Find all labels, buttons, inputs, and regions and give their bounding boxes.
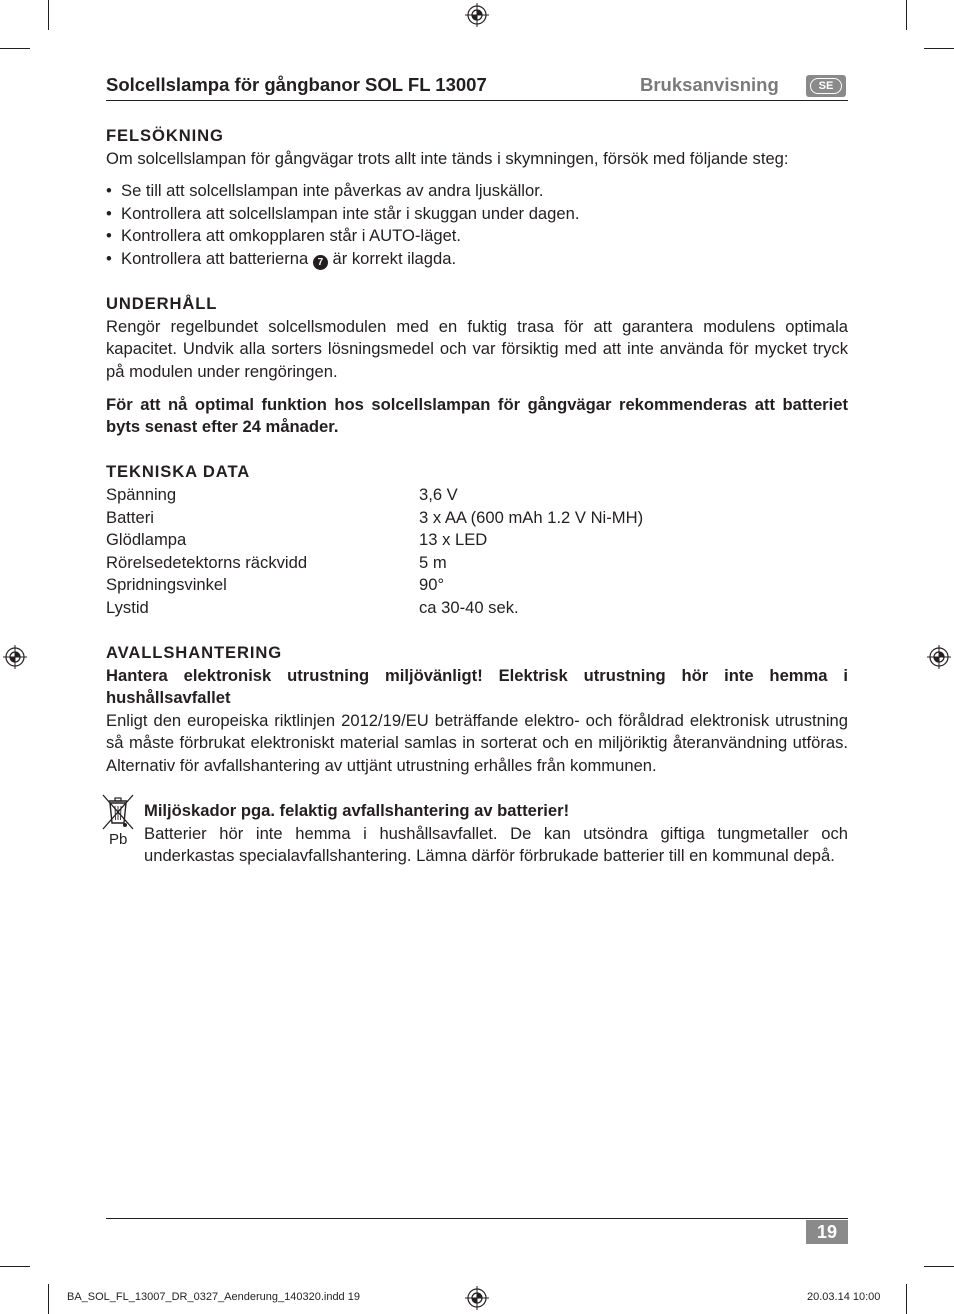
disposal-heading: AVALLSHANTERING [106, 643, 283, 663]
bin-label: Pb [109, 831, 128, 849]
tech-value: 3,6 V [419, 484, 458, 504]
disposal-warning: Hantera elektronisk utrustning miljövänligt! Elektrisk utrustning hör inte hemma i hushållsavfallet [106, 665, 848, 708]
language-badge-label: SE [810, 78, 842, 94]
battery-ref-badge: 7 [313, 255, 328, 270]
crop-mark [48, 0, 49, 30]
tech-label: Batteri [106, 507, 154, 527]
tech-label: Glödlampa [106, 530, 187, 550]
troubleshooting-list [106, 180, 848, 270]
maintenance-heading: UNDERHÅLL [106, 294, 218, 314]
tech-data-row [106, 574, 848, 597]
tech-value: ca 30-40 sek. [419, 597, 519, 617]
tech-data-row [106, 529, 848, 552]
crop-mark [0, 48, 30, 49]
page-number: 19 [806, 1220, 848, 1244]
crop-mark [906, 0, 907, 30]
tech-data-row [106, 552, 848, 575]
page-content [106, 125, 848, 868]
maintenance-text: Rengör regelbundet solcellsmodulen med en fuktig trasa för att garantera modulens optimala kapacitet. Undvik alla sorters lösningsmedel och var försiktig med att inte använda för mycket tryck på modulen under rengöringen. [106, 316, 848, 381]
language-badge [806, 75, 846, 97]
troubleshooting-section [106, 125, 848, 271]
tech-value: 5 m [419, 552, 447, 572]
tech-data-row [106, 597, 848, 620]
tech-value: 3 x AA (600 mAh 1.2 V Ni-MH) [419, 507, 644, 527]
list-item: • Kontrollera att solcellslampan inte står i skuggan under dagen. [106, 203, 848, 226]
disposal-text: Enligt den europeiska riktlinjen 2012/19/EU beträffande elektro- och föråldrad elektronisk utrustning så måste förbrukat elektroniskt material samlas in sorterat och en miljöriktig återanvändning utföras. Alternativ för avfallshantering av uttjänt utrustning erhålles från kommunen. [106, 710, 848, 776]
battery-item-text-end: är korrekt ilagda. [332, 248, 457, 268]
battery-disposal-text: Batterier hör inte hemma i hushållsavfallet. De kan utsöndra giftiga tungmetaller och underkastas specialavfallshantering. Lämna därför förbrukade batterier till en kommunal depå. [144, 823, 848, 866]
tech-label: Spridningsvinkel [106, 575, 227, 595]
maintenance-note: För att nå optimal funktion hos solcellslampan för gångvägar rekommenderas att batteriet byts senast efter 24 månader. [106, 394, 848, 437]
registration-mark-icon [927, 645, 951, 669]
crop-mark [906, 1284, 907, 1314]
tech-label: Rörelsedetektorns räckvidd [106, 552, 308, 572]
tech-data-row [106, 507, 848, 530]
crossed-out-bin-icon [100, 792, 136, 850]
battery-disposal-heading: Miljöskador pga. felaktig avfallshantering av batterier! [144, 801, 570, 821]
footer-rule [106, 1218, 848, 1219]
maintenance-section [106, 293, 848, 439]
troubleshooting-heading: FELSÖKNING [106, 126, 224, 145]
list-item: • Se till att solcellslampan inte påverkas av andra ljuskällor. [106, 180, 848, 203]
disposal-section [106, 642, 848, 868]
crop-mark [48, 1284, 49, 1314]
registration-mark-icon [465, 3, 489, 27]
battery-item-text: Kontrollera att batterierna [121, 248, 309, 268]
battery-disposal-block [106, 800, 848, 868]
tech-value: 13 x LED [419, 530, 488, 550]
header-rule [106, 100, 848, 101]
document-title: Solcellslampa för gångbanor SOL FL 13007 [106, 74, 487, 95]
crop-mark [924, 1266, 954, 1267]
troubleshooting-intro: Om solcellslampan för gångvägar trots allt inte tänds i skymningen, försök med följande steg: [106, 148, 789, 168]
list-item [106, 248, 848, 271]
registration-mark-icon [465, 1286, 489, 1310]
registration-mark-icon [3, 645, 27, 669]
date-slug: 20.03.14 10:00 [807, 1291, 881, 1303]
manual-label: Bruksanvisning [640, 74, 779, 95]
crop-mark [924, 48, 954, 49]
tech-data-row [106, 484, 848, 507]
tech-label: Lystid [106, 597, 149, 617]
tech-value: 90° [419, 575, 445, 595]
tech-label: Spänning [106, 484, 177, 504]
crop-mark [0, 1266, 30, 1267]
list-item: • Kontrollera att omkopplaren står i AUTO-läget. [106, 225, 848, 248]
tech-data-heading: TEKNISKA DATA [106, 462, 251, 482]
file-slug: BA_SOL_FL_13007_DR_0327_Aenderung_140320.indd 19 [67, 1291, 360, 1303]
tech-data-section [106, 461, 848, 619]
